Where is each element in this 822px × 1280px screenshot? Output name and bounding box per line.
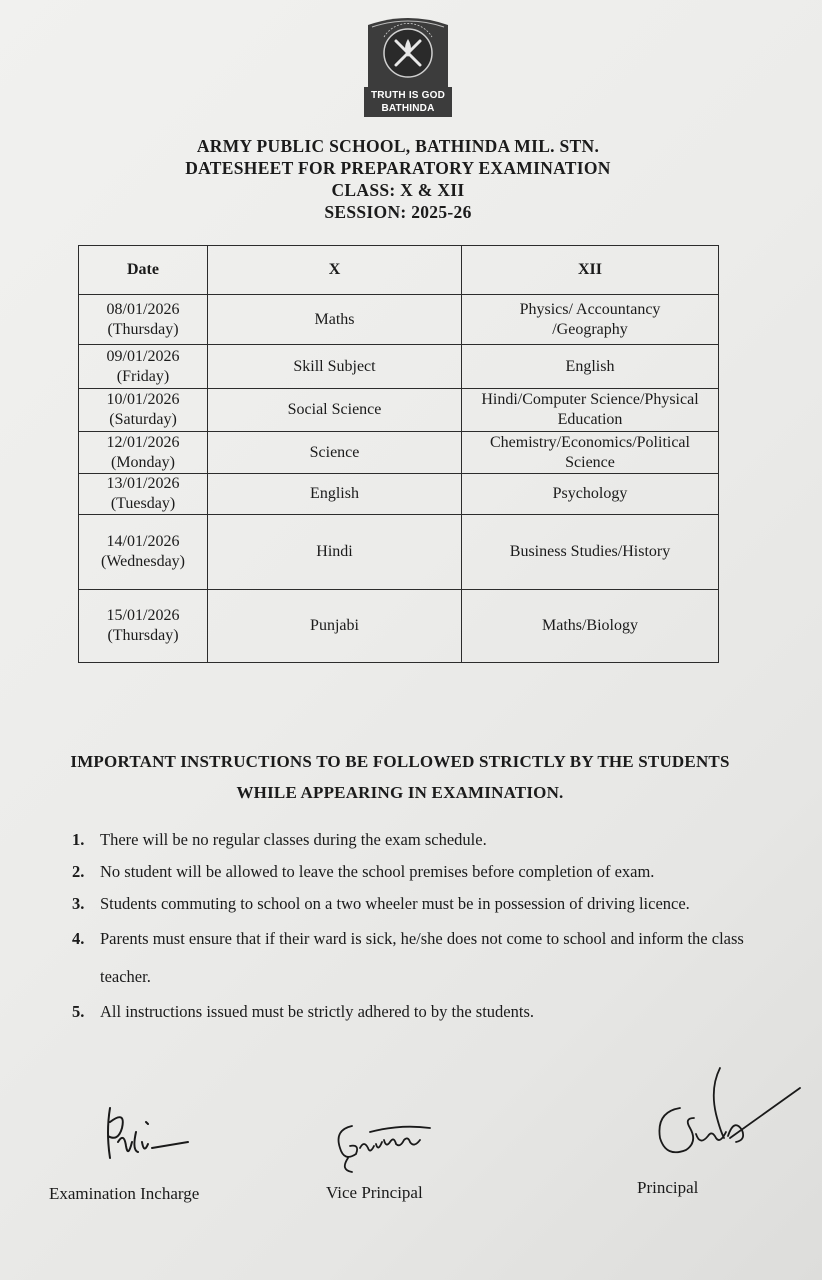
datesheet-title: DATESHEET FOR PREPARATORY EXAMINATION xyxy=(185,158,611,178)
class-xii-subject: Physics/ Accountancy /Geography xyxy=(462,295,719,345)
table-row xyxy=(79,590,719,663)
date-cell: 09/01/2026 (Friday) xyxy=(79,345,208,389)
class-xii-subject: Psychology xyxy=(462,474,719,515)
list-item: 2. No student will be allowed to leave the school premises before completion of exam. xyxy=(72,862,655,881)
date-cell: 10/01/2026 (Saturday) xyxy=(79,389,208,432)
list-item: 4. Parents must ensure that if their ward is sick, he/she does not come to school and inform the class teacher. xyxy=(72,929,744,986)
column-header-date: Date xyxy=(79,246,208,295)
vice-principal-signature xyxy=(330,1118,440,1178)
list-item: 5. All instructions issued must be strictly adhered to by the students. xyxy=(72,1002,534,1021)
crest-motto: TRUTH IS GOD BATHINDA xyxy=(370,90,446,114)
exam-incharge-label: Examination Incharge xyxy=(49,1184,200,1203)
instructions-list xyxy=(72,824,772,1028)
document-heading xyxy=(0,135,796,223)
principal-signature xyxy=(650,1058,810,1168)
class-line: CLASS: X & XII xyxy=(331,180,465,200)
date-cell: 08/01/2026 (Thursday) xyxy=(79,295,208,345)
class-x-subject: Maths xyxy=(208,295,462,345)
table-row xyxy=(79,295,719,345)
instructions-title: IMPORTANT INSTRUCTIONS TO BE FOLLOWED STRICTLY BY THE STUDENTS WHILE APPEARING IN EXAMINATION. xyxy=(70,752,730,802)
column-header-x: X xyxy=(208,246,462,295)
class-xii-subject: Hindi/Computer Science/Physical Education xyxy=(462,389,719,432)
class-x-subject: English xyxy=(208,474,462,515)
table-row xyxy=(79,515,719,590)
class-xii-subject: Maths/Biology xyxy=(462,590,719,663)
class-x-subject: Hindi xyxy=(208,515,462,590)
session-line: SESSION: 2025-26 xyxy=(324,202,472,222)
class-xii-subject: Chemistry/Economics/Political Science xyxy=(462,432,719,474)
table-row xyxy=(79,474,719,515)
table-header-row xyxy=(79,246,719,295)
class-xii-subject: English xyxy=(462,345,719,389)
table-row xyxy=(79,345,719,389)
class-x-subject: Punjabi xyxy=(208,590,462,663)
list-item: 3. Students commuting to school on a two wheeler must be in possession of driving licence. xyxy=(72,894,690,913)
class-x-subject: Science xyxy=(208,432,462,474)
table-row xyxy=(79,432,719,474)
date-cell: 14/01/2026 (Wednesday) xyxy=(79,515,208,590)
school-name: ARMY PUBLIC SCHOOL, BATHINDA MIL. STN. xyxy=(196,136,600,156)
exam-incharge-signature xyxy=(96,1102,196,1182)
class-xii-subject: Business Studies/History xyxy=(462,515,719,590)
list-item: 1. There will be no regular classes during the exam schedule. xyxy=(72,830,487,849)
vice-principal-label: Vice Principal xyxy=(326,1183,423,1202)
table-row xyxy=(79,389,719,432)
column-header-xii: XII xyxy=(462,246,719,295)
class-x-subject: Skill Subject xyxy=(208,345,462,389)
date-cell: 15/01/2026 (Thursday) xyxy=(79,590,208,663)
datesheet-table xyxy=(78,245,718,663)
date-cell: 12/01/2026 (Monday) xyxy=(79,432,208,474)
principal-label: Principal xyxy=(637,1178,699,1197)
class-x-subject: Social Science xyxy=(208,389,462,432)
date-cell: 13/01/2026 (Tuesday) xyxy=(79,474,208,515)
